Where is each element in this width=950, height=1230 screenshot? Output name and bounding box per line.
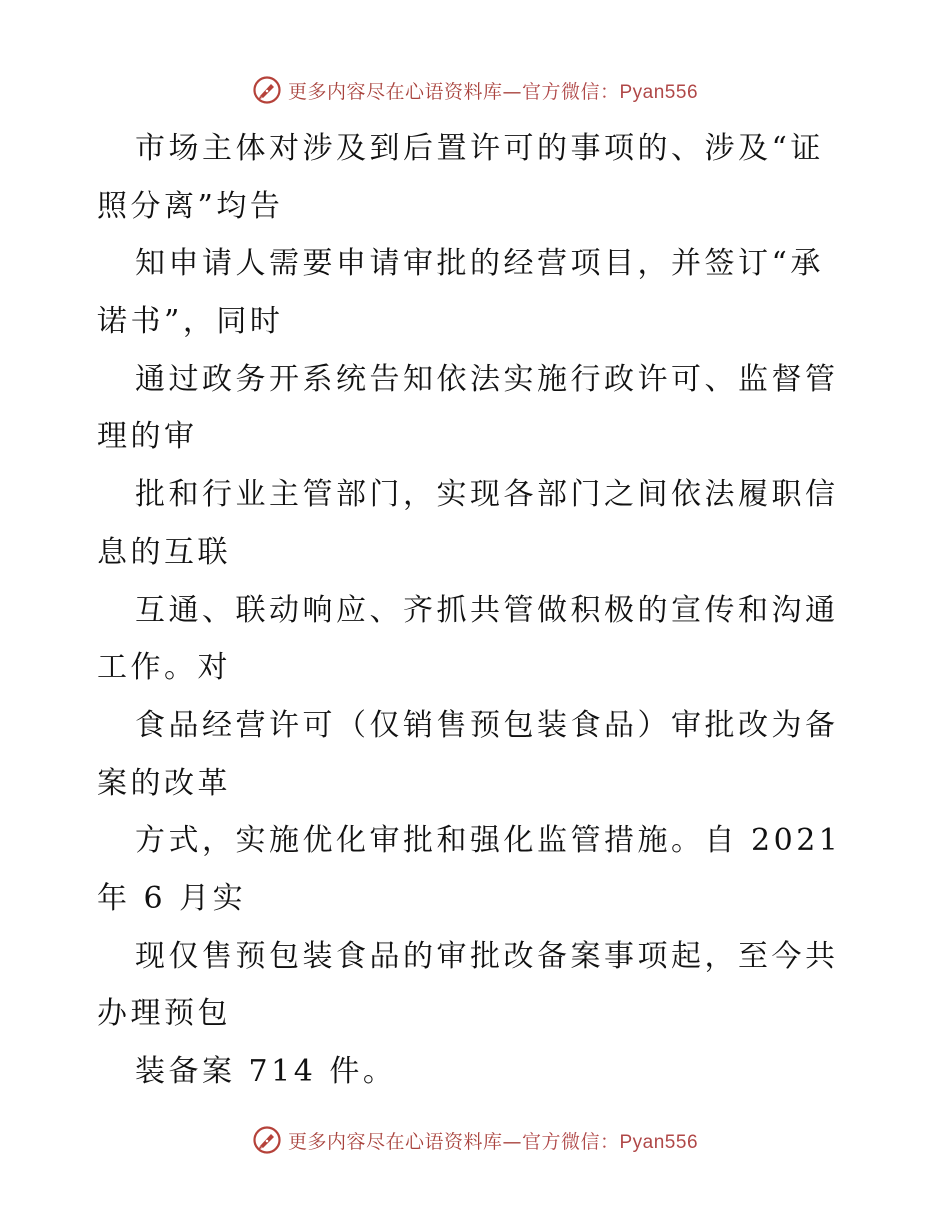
text-line: 息的互联 <box>97 534 231 570</box>
text-line: 通过政务开系统告知依法实施行政许可、监督管 <box>135 361 839 397</box>
document-body <box>97 120 857 1101</box>
text-line: 理的审 <box>97 419 198 455</box>
pen-circle-logo-icon <box>252 1125 282 1155</box>
banner-title: 更多内容尽在心语资料库 <box>287 80 503 103</box>
banner-channel: 官方微信： <box>521 1130 620 1153</box>
text-line: 案的改革 <box>97 765 231 801</box>
text-line: 知申请人需要申请审批的经营项目，并签订“承 <box>135 246 824 282</box>
header-banner <box>0 70 950 110</box>
text-line: 装备案 714 件。 <box>135 1054 397 1089</box>
banner-separator: — <box>502 1130 522 1153</box>
text-line: 工作。对 <box>97 650 231 686</box>
text-line: 照分离”均告 <box>97 188 284 224</box>
banner-text <box>288 1127 698 1154</box>
text-line: 现仅售预包装食品的审批改备案事项起，至今共 <box>135 938 839 974</box>
text-line: 互通、联动响应、齐抓共管做积极的宣传和沟通 <box>135 592 839 628</box>
banner-title: 更多内容尽在心语资料库 <box>287 1130 503 1153</box>
text-line: 市场主体对涉及到后置许可的事项的、涉及“证 <box>135 131 824 166</box>
text-line: 方式，实施优化审批和强化监管措施。自 2021 <box>135 823 842 859</box>
banner-channel: 官方微信： <box>521 80 620 103</box>
banner-text <box>288 77 698 104</box>
banner-separator: — <box>502 80 522 103</box>
text-line: 办理预包 <box>97 996 231 1032</box>
footer-banner <box>0 1120 950 1160</box>
text-line: 食品经营许可（仅销售预包装食品）审批改为备 <box>135 707 839 743</box>
text-line: 诺书”，同时 <box>97 304 284 340</box>
text-line: 批和行业主管部门，实现各部门之间依法履职信 <box>135 477 839 513</box>
pen-circle-logo-icon <box>252 75 282 105</box>
text-line: 年 6 月实 <box>97 880 247 916</box>
banner-wechat-id: Pyan556 <box>619 1131 699 1153</box>
banner-wechat-id: Pyan556 <box>619 81 699 103</box>
